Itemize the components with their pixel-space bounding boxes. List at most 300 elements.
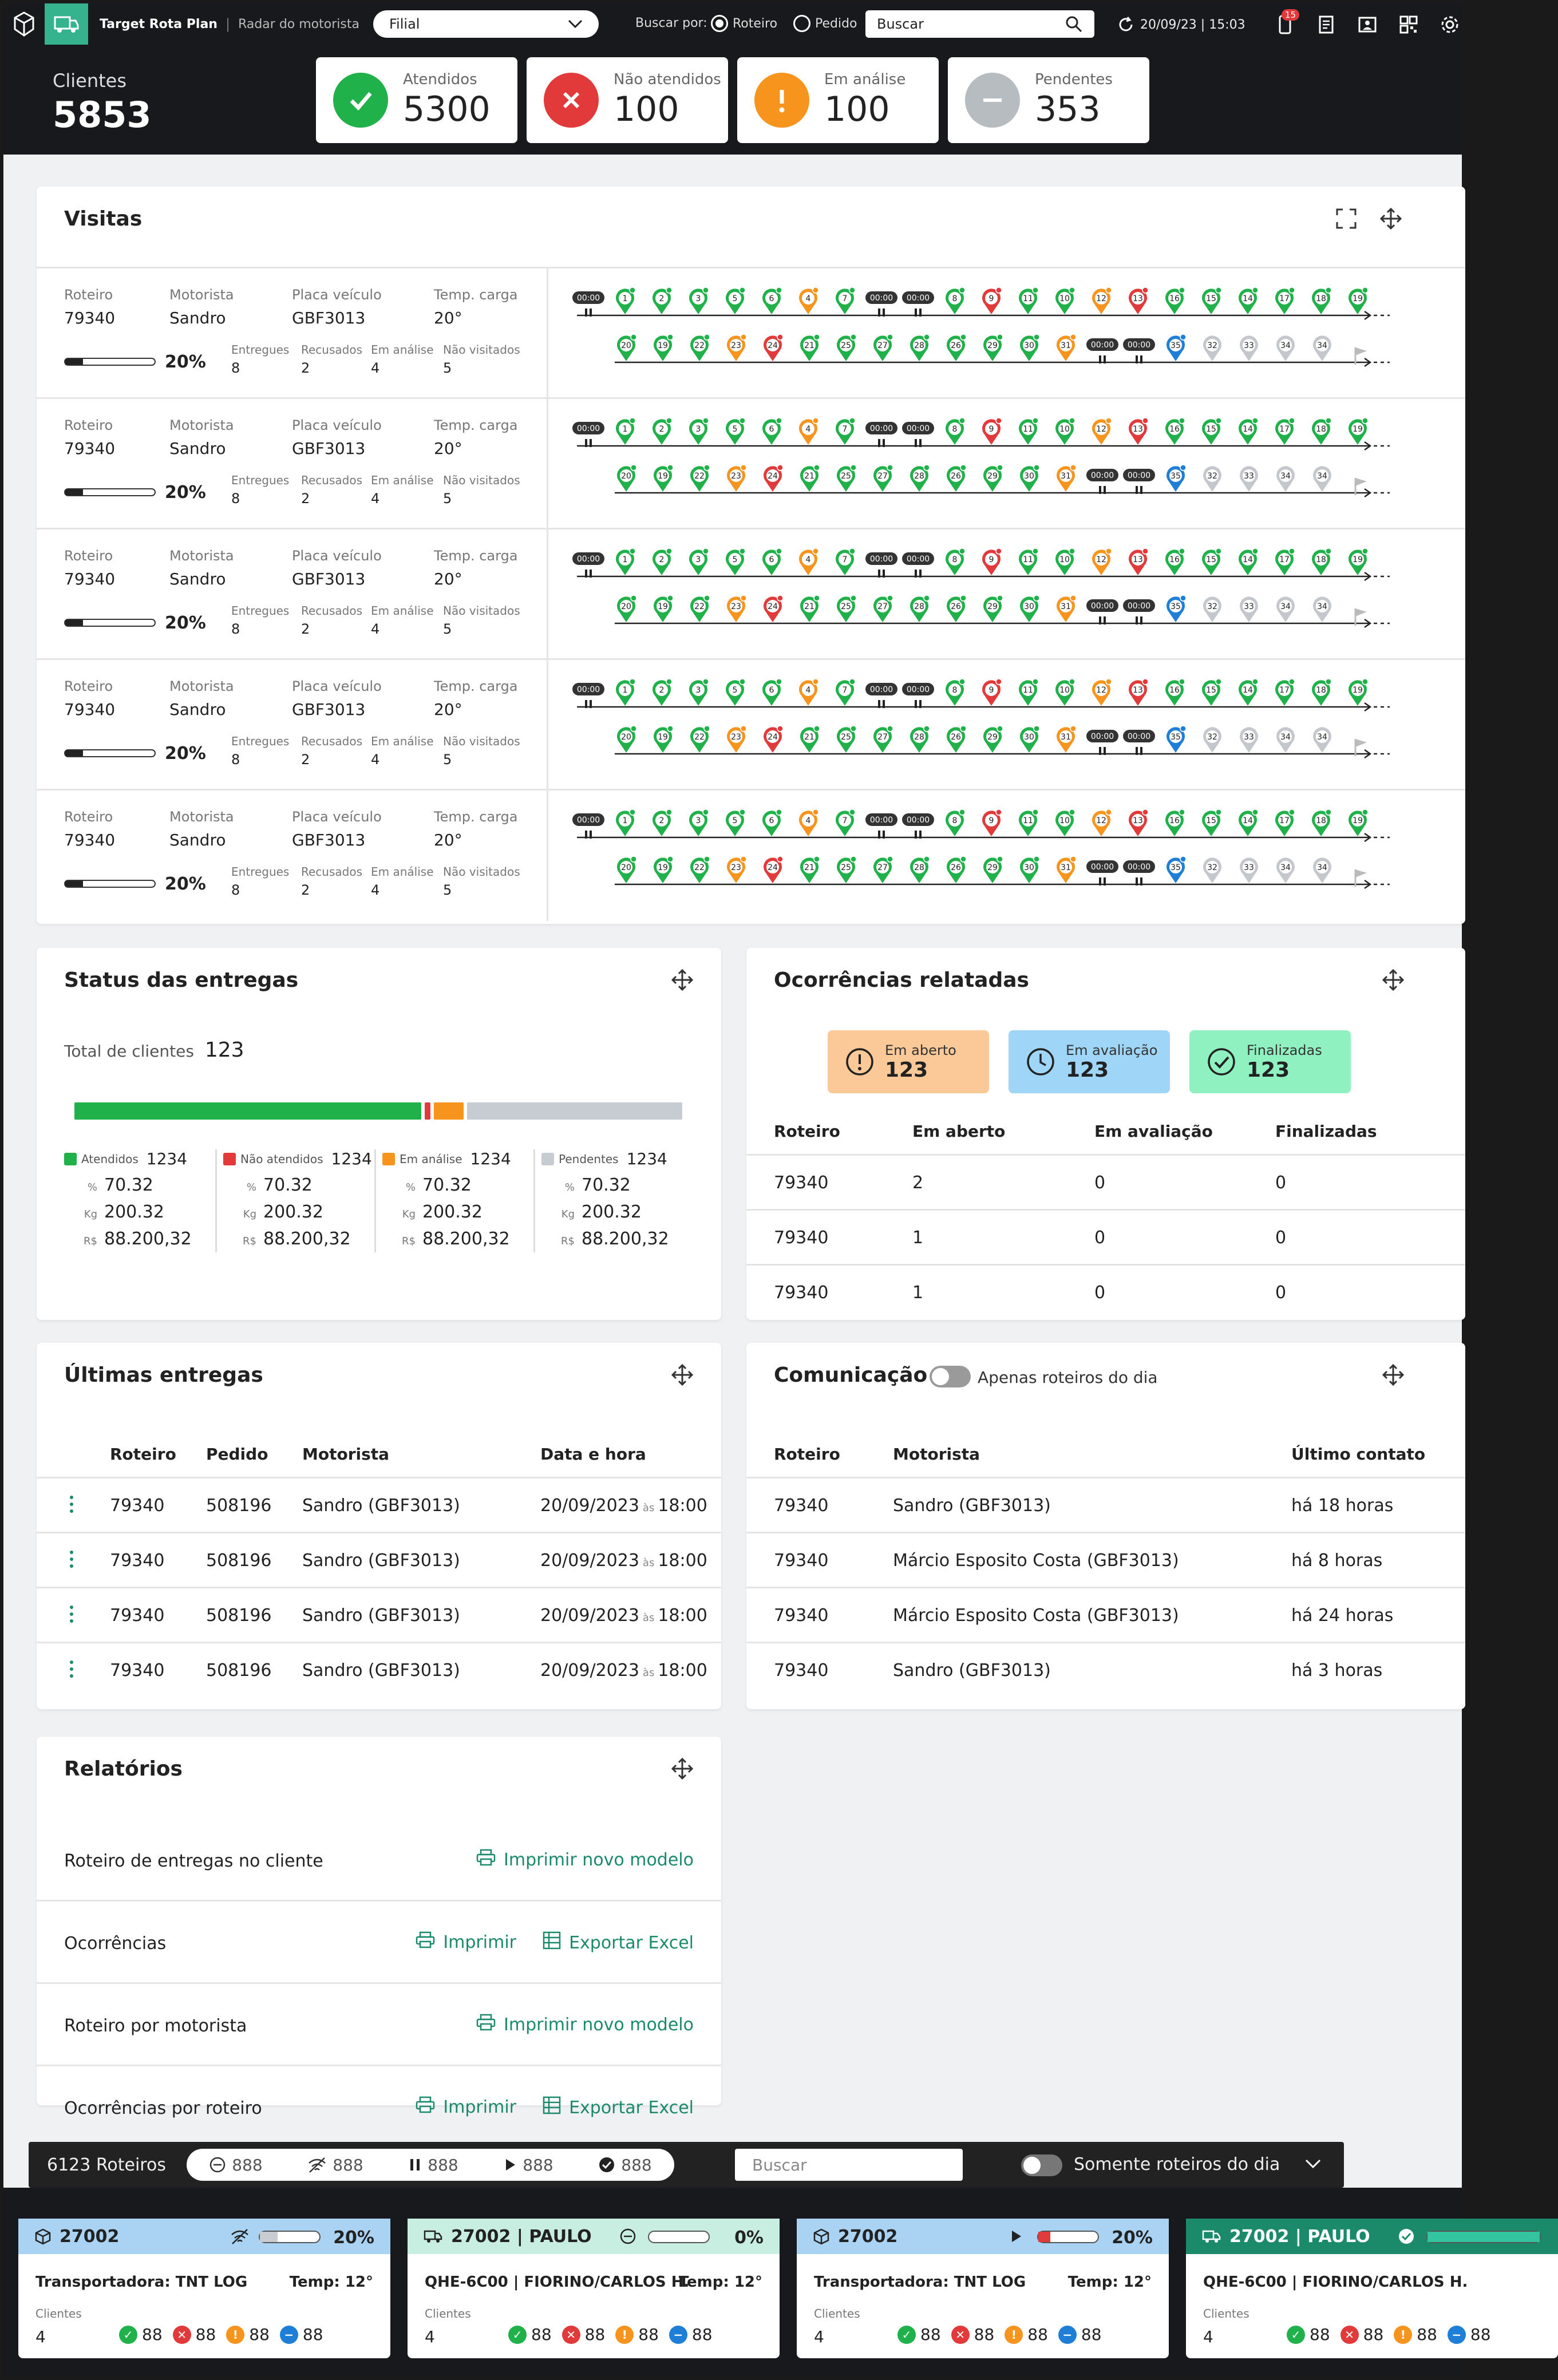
pause-marker[interactable] <box>1123 338 1155 363</box>
stop-pin-icon[interactable] <box>1020 595 1039 622</box>
print-button[interactable] <box>476 2014 694 2035</box>
pause-marker[interactable] <box>572 683 604 708</box>
route-card[interactable] <box>18 2219 390 2358</box>
bar-segment[interactable] <box>74 1102 421 1120</box>
filter-finalizado[interactable] <box>598 2156 651 2175</box>
stop-pin-icon[interactable] <box>799 418 818 445</box>
print-button[interactable] <box>416 2096 516 2118</box>
stop-pin-icon[interactable] <box>689 548 709 575</box>
apenas-roteiros-toggle[interactable] <box>930 1366 971 1387</box>
legend-swatch <box>541 1153 554 1165</box>
stop-pin-icon[interactable] <box>1239 679 1258 706</box>
stop-pin-icon[interactable] <box>727 856 746 883</box>
pause-marker[interactable] <box>865 683 897 708</box>
stop-pin-icon[interactable] <box>727 465 746 492</box>
stop-pin-icon[interactable] <box>1019 548 1038 575</box>
stop-pin-icon[interactable] <box>982 679 1002 706</box>
stop-pin-icon[interactable] <box>690 334 710 361</box>
stop-pin-icon[interactable] <box>762 809 782 836</box>
stop-pin-icon[interactable] <box>910 334 930 361</box>
stop-pin-icon[interactable] <box>1203 857 1221 883</box>
stop-pin-icon[interactable] <box>1202 548 1221 575</box>
id-card-icon[interactable] <box>1355 13 1379 37</box>
stop-pin-icon[interactable] <box>727 334 746 361</box>
stop-pin-icon[interactable] <box>1276 727 1295 753</box>
action-label: Exportar Excel <box>569 2097 694 2118</box>
stop-pin-icon[interactable] <box>836 809 855 836</box>
move-icon[interactable] <box>1382 968 1405 991</box>
stop-pin-icon[interactable] <box>726 418 745 445</box>
stop-pin-icon[interactable] <box>1202 287 1221 314</box>
stop-pin-icon[interactable] <box>1165 679 1185 706</box>
stop-pin-icon[interactable] <box>800 465 820 492</box>
col-em-aberto[interactable]: Em aberto <box>912 1122 1006 1141</box>
stop-pin-icon[interactable] <box>726 287 745 314</box>
stop-pin-icon[interactable] <box>1275 809 1295 836</box>
table-row[interactable] <box>746 1587 1465 1642</box>
stop-number: 16 <box>1169 816 1180 825</box>
stop-pin-icon[interactable] <box>1165 287 1185 314</box>
pause-marker[interactable] <box>1123 730 1155 755</box>
stop-pin-icon[interactable] <box>800 595 820 622</box>
expand-icon[interactable] <box>1335 207 1358 230</box>
col-roteiro[interactable]: Roteiro <box>774 1445 840 1464</box>
pause-marker[interactable] <box>865 422 897 447</box>
pause-marker[interactable] <box>572 813 604 839</box>
col-motorista[interactable]: Motorista <box>302 1445 390 1464</box>
pause-marker[interactable] <box>902 552 934 578</box>
stop-pin-icon[interactable] <box>690 465 710 492</box>
chip-finalizadas[interactable] <box>1189 1030 1351 1093</box>
stop-pin-icon[interactable] <box>1276 466 1295 492</box>
radio-pedido[interactable] <box>793 15 857 32</box>
pause-marker[interactable] <box>1086 338 1118 363</box>
stop-pin-icon[interactable] <box>1019 809 1038 836</box>
stop-pin-icon[interactable] <box>1202 809 1221 836</box>
stop-pin-icon[interactable] <box>947 595 966 622</box>
stop-pin-icon[interactable] <box>1203 596 1221 622</box>
stop-pin-icon[interactable] <box>837 334 856 361</box>
visita-row[interactable] <box>37 789 1465 919</box>
filter-pendentes[interactable] <box>209 2156 262 2175</box>
search-icon[interactable] <box>1065 15 1083 33</box>
chip-em-avaliacao[interactable] <box>1009 1030 1170 1093</box>
stop-pin-icon[interactable] <box>800 334 820 361</box>
stop-pin-icon[interactable] <box>1313 857 1331 883</box>
stop-pin-icon[interactable] <box>1312 548 1331 575</box>
table-row[interactable] <box>746 1264 1465 1319</box>
stop-pin-icon[interactable] <box>800 726 820 753</box>
export-excel-button[interactable] <box>543 1931 694 1954</box>
col-roteiro[interactable]: Roteiro <box>774 1122 840 1141</box>
stop-pin-icon[interactable] <box>910 726 930 753</box>
stop-pin-icon[interactable] <box>946 809 965 836</box>
visita-timeline <box>548 529 1465 660</box>
stop-pin-icon[interactable] <box>983 334 1003 361</box>
stop-pin-icon[interactable] <box>1055 809 1075 836</box>
stop-pin-icon[interactable] <box>1019 287 1038 314</box>
stop-pin-icon[interactable] <box>982 287 1002 314</box>
stop-pin-icon[interactable] <box>799 679 818 706</box>
stop-pin-icon[interactable] <box>654 595 673 622</box>
stop-pin-icon[interactable] <box>1020 465 1039 492</box>
stop-pin-icon[interactable] <box>653 679 672 706</box>
filter-pausado[interactable] <box>408 2156 458 2175</box>
search-input[interactable] <box>865 10 1094 38</box>
stat-atendidos[interactable] <box>316 57 517 143</box>
table-row[interactable] <box>746 1209 1465 1264</box>
stop-pin-icon[interactable] <box>982 809 1002 836</box>
move-icon[interactable] <box>1379 207 1402 230</box>
table-row[interactable] <box>37 1587 721 1642</box>
stop-pin-icon[interactable] <box>1312 679 1331 706</box>
stop-pin-icon[interactable] <box>837 726 856 753</box>
stop-pin-icon[interactable] <box>1057 595 1076 622</box>
stop-pin-icon[interactable] <box>653 548 672 575</box>
pause-marker[interactable] <box>865 552 897 578</box>
stop-pin-icon[interactable] <box>1239 548 1258 575</box>
stop-pin-icon[interactable] <box>617 856 636 883</box>
refresh-datetime[interactable] <box>1117 16 1245 33</box>
stat-em-analise[interactable] <box>737 57 939 143</box>
pause-marker[interactable] <box>1086 730 1118 755</box>
stop-pin-icon[interactable] <box>1129 418 1148 445</box>
stop-pin-icon[interactable] <box>800 856 820 883</box>
print-button[interactable] <box>476 1849 694 1871</box>
kebab-menu-icon[interactable] <box>70 1606 74 1623</box>
route-card[interactable] <box>408 2219 780 2358</box>
stop-pin-icon[interactable] <box>654 726 673 753</box>
stop-pin-icon[interactable] <box>1092 809 1112 836</box>
stop-pin-icon[interactable] <box>654 334 673 361</box>
filter-sem-sinal[interactable] <box>307 2156 363 2175</box>
move-icon[interactable] <box>671 1363 694 1386</box>
stop-pin-icon[interactable] <box>1020 856 1039 883</box>
stop-pin-icon[interactable] <box>617 465 636 492</box>
col-em-avaliacao[interactable]: Em avaliação <box>1094 1122 1213 1141</box>
gear-icon[interactable] <box>1438 13 1462 37</box>
stop-pin-icon[interactable] <box>1019 679 1038 706</box>
stop-pin-icon[interactable] <box>762 418 782 445</box>
pause-marker[interactable] <box>902 291 934 317</box>
stop-pin-icon[interactable] <box>726 548 745 575</box>
stop-pin-icon[interactable] <box>983 726 1003 753</box>
pause-marker[interactable] <box>1123 469 1155 494</box>
stop-pin-icon[interactable] <box>910 465 930 492</box>
table-row[interactable] <box>37 1532 721 1587</box>
stop-pin-icon[interactable] <box>982 548 1002 575</box>
stop-pin-icon[interactable] <box>1202 679 1221 706</box>
table-row[interactable] <box>746 1642 1465 1697</box>
pause-marker[interactable] <box>902 683 934 708</box>
stop-pin-icon[interactable] <box>1276 335 1295 361</box>
move-icon[interactable] <box>1382 1363 1405 1386</box>
stop-pin-icon[interactable] <box>726 809 745 836</box>
stop-pin-icon[interactable] <box>690 856 710 883</box>
pause-marker[interactable] <box>572 422 604 447</box>
stat-nao-atendidos[interactable] <box>527 57 728 143</box>
stop-pin-icon[interactable] <box>1349 418 1368 445</box>
stop-pin-icon[interactable] <box>1240 466 1258 492</box>
stop-pin-icon[interactable] <box>1055 287 1075 314</box>
stop-pin-icon[interactable] <box>1203 335 1221 361</box>
stop-pin-icon[interactable] <box>1019 418 1038 445</box>
stop-pin-icon[interactable] <box>836 679 855 706</box>
document-icon[interactable] <box>1314 13 1338 37</box>
stop-pin-icon[interactable] <box>653 809 672 836</box>
stop-pin-icon[interactable] <box>946 418 965 445</box>
stop-pin-icon[interactable] <box>1166 465 1186 492</box>
pause-marker[interactable] <box>572 552 604 578</box>
stop-pin-icon[interactable] <box>1057 856 1076 883</box>
stop-pin-icon[interactable] <box>617 334 636 361</box>
legend-kg <box>541 1202 696 1222</box>
stop-pin-icon[interactable] <box>1240 335 1258 361</box>
stop-pin-icon[interactable] <box>764 726 783 753</box>
app-truck-icon[interactable] <box>45 3 88 45</box>
table-row[interactable] <box>37 1477 721 1532</box>
stop-pin-icon[interactable] <box>1166 726 1186 753</box>
stop-pin-icon[interactable] <box>837 595 856 622</box>
col-roteiro[interactable]: Roteiro <box>110 1445 176 1464</box>
stop-pin-icon[interactable] <box>1092 287 1112 314</box>
stop-pin-icon[interactable] <box>873 334 893 361</box>
stop-pin-icon[interactable] <box>764 856 783 883</box>
stop-pin-icon[interactable] <box>1239 809 1258 836</box>
stop-pin-icon[interactable] <box>653 287 672 314</box>
stop-pin-icon[interactable] <box>1165 418 1185 445</box>
stop-pin-icon[interactable] <box>1166 595 1186 622</box>
stop-pin-icon[interactable] <box>1239 287 1258 314</box>
table-row[interactable] <box>746 1477 1465 1532</box>
stop-pin-icon[interactable] <box>983 856 1003 883</box>
stop-pin-icon[interactable] <box>983 465 1003 492</box>
progress-bar <box>64 358 156 366</box>
stop-pin-icon[interactable] <box>1020 726 1039 753</box>
stop-pin-icon[interactable] <box>1313 727 1331 753</box>
stop-pin-icon[interactable] <box>910 595 930 622</box>
stop-pin-icon[interactable] <box>654 856 673 883</box>
print-button[interactable] <box>416 1931 516 1953</box>
stop-pin-icon[interactable] <box>873 856 893 883</box>
pause-marker[interactable] <box>572 291 604 317</box>
visitas-title: Visitas <box>64 207 143 231</box>
stop-pin-icon[interactable] <box>1129 287 1148 314</box>
table-row[interactable] <box>746 1532 1465 1587</box>
stop-pin-icon[interactable] <box>1275 548 1295 575</box>
stop-pin-icon[interactable] <box>616 418 635 445</box>
bar-segment[interactable] <box>467 1102 682 1120</box>
col-data-hora[interactable]: Data e hora <box>540 1445 646 1464</box>
stop-pin-icon[interactable] <box>1275 679 1295 706</box>
stop-pin-icon[interactable] <box>1055 418 1075 445</box>
stop-pin-icon[interactable] <box>1166 334 1186 361</box>
stop-pin-icon[interactable] <box>1203 466 1221 492</box>
stop-pin-icon[interactable] <box>836 548 855 575</box>
stop-pin-icon[interactable] <box>764 465 783 492</box>
stop-pin-icon[interactable] <box>947 856 966 883</box>
stop-pin-icon[interactable] <box>1349 287 1368 314</box>
pause-marker[interactable] <box>1086 599 1118 624</box>
stop-pin-icon[interactable] <box>764 334 783 361</box>
table-row[interactable] <box>746 1154 1465 1209</box>
pause-marker[interactable] <box>1086 469 1118 494</box>
stop-pin-icon[interactable] <box>617 726 636 753</box>
pause-marker[interactable] <box>865 291 897 317</box>
visita-row[interactable] <box>37 658 1465 789</box>
chip-em-aberto[interactable] <box>828 1030 989 1093</box>
col-ultimo-contato[interactable]: Último contato <box>1291 1445 1426 1464</box>
stop-pin-icon[interactable] <box>1129 548 1148 575</box>
pause-marker[interactable] <box>902 422 934 447</box>
stop-pin-icon[interactable] <box>616 679 635 706</box>
stop-pin-icon[interactable] <box>616 548 635 575</box>
stop-pin-icon[interactable] <box>1057 465 1076 492</box>
pause-marker[interactable] <box>1086 860 1118 885</box>
stop-pin-icon[interactable] <box>1240 727 1258 753</box>
route-card[interactable] <box>797 2219 1169 2358</box>
stop-pin-icon[interactable] <box>946 679 965 706</box>
stop-pin-icon[interactable] <box>1276 857 1295 883</box>
radio-roteiro[interactable] <box>711 15 777 32</box>
stop-pin-icon[interactable] <box>873 595 893 622</box>
status-dot <box>1142 287 1148 293</box>
stop-pin-icon[interactable] <box>762 679 782 706</box>
filter-em-rota[interactable] <box>503 2156 553 2175</box>
stop-pin-icon[interactable] <box>689 418 709 445</box>
stop-pin-icon[interactable] <box>947 726 966 753</box>
stop-pin-icon[interactable] <box>1203 727 1221 753</box>
filial-select[interactable] <box>373 10 599 38</box>
stop-pin-icon[interactable] <box>764 595 783 622</box>
phone-notifications-icon[interactable] <box>1273 10 1297 37</box>
stop-pin-icon[interactable] <box>762 287 782 314</box>
qr-code-icon[interactable] <box>1397 13 1421 37</box>
stop-pin-icon[interactable] <box>1165 809 1185 836</box>
stop-pin-icon[interactable] <box>836 418 855 445</box>
export-excel-button[interactable] <box>543 2096 694 2119</box>
stop-pin-icon[interactable] <box>1275 287 1295 314</box>
stop-pin-icon[interactable] <box>799 287 818 314</box>
visita-row[interactable] <box>37 267 1465 397</box>
stop-pin-icon[interactable] <box>873 726 893 753</box>
stop-pin-icon[interactable] <box>946 287 965 314</box>
stop-pin-icon[interactable] <box>1055 548 1075 575</box>
stop-pin-icon[interactable] <box>1240 596 1258 622</box>
kebab-menu-icon[interactable] <box>70 1496 74 1513</box>
stop-pin-icon[interactable] <box>616 287 635 314</box>
stop-pin-icon[interactable] <box>1313 466 1331 492</box>
stop-pin-icon[interactable] <box>1313 596 1331 622</box>
stop-pin-icon[interactable] <box>689 679 709 706</box>
stop-pin-icon[interactable] <box>799 548 818 575</box>
pause-marker[interactable] <box>1123 860 1155 885</box>
stat-pendentes[interactable] <box>948 57 1149 143</box>
stop-pin-icon[interactable] <box>727 726 746 753</box>
stop-pin-icon[interactable] <box>1312 418 1331 445</box>
stop-number: 9 <box>988 686 994 695</box>
stop-pin-icon[interactable] <box>1239 418 1258 445</box>
stop-pin-icon[interactable] <box>1129 679 1148 706</box>
roteiros-search-input[interactable] <box>735 2149 963 2181</box>
col-pedido[interactable]: Pedido <box>206 1445 268 1464</box>
stop-pin-icon[interactable] <box>799 809 818 836</box>
stop-pin-icon[interactable] <box>910 856 930 883</box>
stop-pin-icon[interactable] <box>1165 548 1185 575</box>
stop-pin-icon[interactable] <box>1129 809 1148 836</box>
stop-pin-icon[interactable] <box>982 418 1002 445</box>
pause-marker[interactable] <box>1123 599 1155 624</box>
stop-pin-icon[interactable] <box>873 465 893 492</box>
table-row[interactable] <box>37 1642 721 1697</box>
stop-pin-icon[interactable] <box>1349 809 1368 836</box>
visita-row[interactable] <box>37 528 1465 658</box>
stop-pin-icon[interactable] <box>762 548 782 575</box>
stop-pin-icon[interactable] <box>1349 548 1368 575</box>
stop-pin-icon[interactable] <box>727 595 746 622</box>
stop-pin-icon[interactable] <box>1055 679 1075 706</box>
stop-pin-icon[interactable] <box>1313 335 1331 361</box>
stop-pin-icon[interactable] <box>654 465 673 492</box>
stop-pin-icon[interactable] <box>947 465 966 492</box>
chevron-down-icon[interactable] <box>1305 2159 1321 2169</box>
pause-marker[interactable] <box>865 813 897 839</box>
brand-logo-icon[interactable] <box>3 3 45 45</box>
stop-pin-icon[interactable] <box>689 809 709 836</box>
stop-pin-icon[interactable] <box>1092 679 1112 706</box>
move-icon[interactable] <box>671 968 694 991</box>
visita-row[interactable] <box>37 397 1465 528</box>
move-icon[interactable] <box>671 1757 694 1780</box>
stop-pin-icon[interactable] <box>947 334 966 361</box>
stop-pin-icon[interactable] <box>837 856 856 883</box>
col-finalizadas[interactable]: Finalizadas <box>1275 1122 1377 1141</box>
stop-pin-icon[interactable] <box>837 465 856 492</box>
stop-pin-icon[interactable] <box>1020 334 1039 361</box>
stop-pin-icon[interactable] <box>617 595 636 622</box>
stop-pin-icon[interactable] <box>690 726 710 753</box>
stop-pin-icon[interactable] <box>653 418 672 445</box>
bar-segment[interactable] <box>425 1102 430 1120</box>
stop-pin-icon[interactable] <box>1240 857 1258 883</box>
bar-segment[interactable] <box>434 1102 464 1120</box>
stop-pin-icon[interactable] <box>689 287 709 314</box>
kebab-menu-icon[interactable] <box>70 1661 74 1678</box>
pause-marker[interactable] <box>902 813 934 839</box>
stop-pin-icon[interactable] <box>1057 726 1076 753</box>
stop-pin-icon[interactable] <box>1166 856 1186 883</box>
stop-pin-icon[interactable] <box>1092 548 1112 575</box>
col-motorista[interactable]: Motorista <box>893 1445 980 1464</box>
stop-pin-icon[interactable] <box>1312 809 1331 836</box>
stop-pin-icon[interactable] <box>1202 418 1221 445</box>
stop-pin-icon[interactable] <box>1349 679 1368 706</box>
stop-pin-icon[interactable] <box>1275 418 1295 445</box>
stop-pin-icon[interactable] <box>726 679 745 706</box>
stop-pin-icon[interactable] <box>616 809 635 836</box>
somente-roteiros-toggle[interactable] <box>1021 2154 1062 2176</box>
stop-pin-icon[interactable] <box>836 287 855 314</box>
stop-pin-icon[interactable] <box>1312 287 1331 314</box>
stop-pin-icon[interactable] <box>946 548 965 575</box>
stop-pin-icon[interactable] <box>1057 334 1076 361</box>
stop-pin-icon[interactable] <box>1092 418 1112 445</box>
route-card[interactable] <box>1186 2219 1558 2358</box>
kebab-menu-icon[interactable] <box>70 1551 74 1568</box>
stop-pin-icon[interactable] <box>690 595 710 622</box>
stop-pin-icon[interactable] <box>1276 596 1295 622</box>
stop-pin-icon[interactable] <box>983 595 1003 622</box>
